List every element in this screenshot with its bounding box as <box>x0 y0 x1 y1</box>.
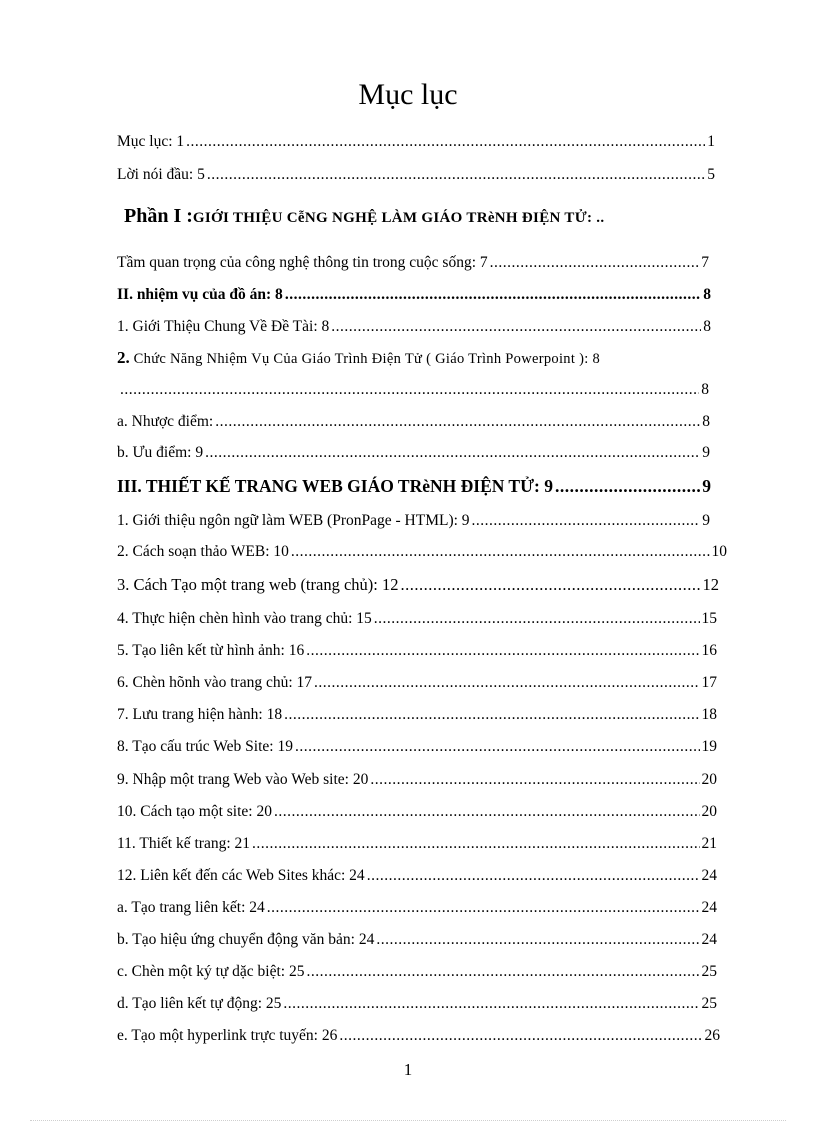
toc-entry-text: 1. Giới thiệu ngôn ngữ làm WEB (PronPage - HTML): 9 <box>117 512 470 529</box>
toc-entry-page: 8 <box>702 413 710 430</box>
toc-entry-text: b. Tạo hiệu ứng chuyển động văn bản: 24 <box>117 931 375 948</box>
toc-entry-text: 11. Thiết kế trang: 21 <box>117 835 251 852</box>
leader-dots <box>291 542 710 562</box>
leader-dots <box>205 443 700 463</box>
toc-part-text <box>124 206 604 228</box>
toc-entry-text: e. Tạo một hyperlink trực tuyến: 26 <box>117 1027 338 1044</box>
leader-dots <box>374 609 700 629</box>
toc-entry[interactable] <box>117 962 717 982</box>
toc-entry-page: 20 <box>701 803 717 820</box>
section-number: 2. <box>117 348 130 367</box>
section-title: Chức Năng Nhiệm Vụ Của Giáo Trình Điện Tử ( Giáo Trình Powerpoint ): 8 <box>129 351 601 367</box>
toc-entry[interactable] <box>117 285 711 305</box>
toc-entry[interactable] <box>117 575 719 595</box>
toc-entry-page: 8 <box>703 286 711 303</box>
leader-dots <box>472 511 701 531</box>
toc-entry-page: 21 <box>701 835 717 852</box>
toc-entry-page: 7 <box>701 254 709 271</box>
toc-entry[interactable] <box>117 802 717 822</box>
toc-entry-text <box>117 348 600 369</box>
leader-dots <box>490 253 700 273</box>
page-bottom-divider <box>30 1120 786 1121</box>
toc-entry[interactable] <box>117 994 717 1014</box>
toc-entry-text: 1. Giới Thiệu Chung Về Đề Tài: 8 <box>117 318 330 335</box>
toc-entry[interactable] <box>117 930 717 950</box>
toc-entry-text: 12. Liên kết đến các Web Sites khác: 24 <box>117 867 365 884</box>
leader-dots <box>120 380 699 400</box>
toc-entry-text: 5. Tạo liên kết từ hình ảnh: 16 <box>117 642 305 659</box>
leader-dots <box>207 165 705 185</box>
toc-entry-text: Mục lục: 1 <box>117 133 185 150</box>
toc-entry-page: 26 <box>704 1027 720 1044</box>
toc-entry-text: c. Chèn một ký tự dặc biệt: 25 <box>117 963 305 980</box>
toc-entry-page: 5 <box>707 166 715 183</box>
toc-entry[interactable] <box>117 737 717 757</box>
leader-dots <box>306 641 699 661</box>
toc-entry-page: 25 <box>701 995 717 1012</box>
toc-entry-page: 16 <box>701 642 717 659</box>
toc-entry[interactable] <box>117 253 709 273</box>
leader-dots <box>252 834 699 854</box>
leader-dots <box>401 575 701 595</box>
toc-entry[interactable] <box>117 317 711 337</box>
toc-entry-text: 10. Cách tạo một site: 20 <box>117 803 272 820</box>
toc-entry[interactable] <box>117 834 717 854</box>
page-number: 1 <box>403 1060 413 1079</box>
page-title: Mục lục <box>358 78 458 111</box>
leader-dots <box>331 317 701 337</box>
toc-entry-text: 3. Cách Tạo một trang web (trang chủ): 12 <box>117 575 399 594</box>
toc-entry-section-3[interactable] <box>117 476 711 496</box>
leader-dots <box>285 285 701 305</box>
toc-entry-page: 18 <box>701 706 717 723</box>
toc-entry-continuation[interactable] <box>120 380 709 400</box>
toc-entry-section-2[interactable] <box>117 348 742 369</box>
leader-dots <box>339 1026 702 1046</box>
toc-entry[interactable] <box>117 412 710 432</box>
leader-dots <box>370 770 699 790</box>
leader-dots <box>555 476 700 496</box>
toc-part-heading[interactable] <box>124 206 724 228</box>
leader-dots <box>267 898 700 918</box>
toc-entry-page: 25 <box>701 963 717 980</box>
toc-entry-page: 9 <box>702 512 710 529</box>
toc-entry-page: 8 <box>701 381 709 398</box>
toc-entry-page: 24 <box>701 899 717 916</box>
leader-dots <box>306 962 699 982</box>
toc-entry[interactable] <box>117 165 715 185</box>
toc-entry-page: 8 <box>703 318 711 335</box>
toc-entry-page: 24 <box>701 867 717 884</box>
toc-entry-text: 7. Lưu trang hiện hành: 18 <box>117 706 283 723</box>
toc-entry-page: 9 <box>702 444 710 461</box>
toc-entry[interactable] <box>117 511 710 531</box>
toc-entry[interactable] <box>117 1026 720 1046</box>
toc-entry[interactable] <box>117 866 717 886</box>
toc-entry-text: b. Ưu điểm: 9 <box>117 444 204 461</box>
toc-entry-text: a. Nhược điểm: <box>117 413 214 430</box>
toc-entry[interactable] <box>117 770 717 790</box>
leader-dots <box>215 412 700 432</box>
toc-entry-text: II. nhiệm vụ của đồ án: 8 <box>117 286 283 303</box>
toc-entry-page: 9 <box>702 476 711 496</box>
toc-entry[interactable] <box>117 641 717 661</box>
toc-entry-page: 12 <box>702 575 719 594</box>
toc-entry[interactable] <box>117 609 717 629</box>
leader-dots <box>186 132 705 152</box>
toc-entry-page: 19 <box>701 738 717 755</box>
toc-entry[interactable] <box>117 132 715 152</box>
toc-entry-text: 4. Thực hiện chèn hình vào trang chủ: 15 <box>117 610 372 627</box>
toc-entry-text: a. Tạo trang liên kết: 24 <box>117 899 265 916</box>
toc-entry-text: 2. Cách soạn thảo WEB: 10 <box>117 543 289 560</box>
toc-entry-page: 24 <box>701 931 717 948</box>
toc-entry-page: 20 <box>701 771 717 788</box>
toc-entry[interactable] <box>117 542 727 562</box>
toc-entry[interactable] <box>117 673 717 693</box>
toc-entry-text: 8. Tạo cấu trúc Web Site: 19 <box>117 738 293 755</box>
toc-entry-text: 9. Nhập một trang Web vào Web site: 20 <box>117 771 369 788</box>
leader-dots <box>283 994 699 1014</box>
toc-entry-page: 1 <box>707 133 715 150</box>
toc-entry[interactable] <box>117 705 717 725</box>
toc-entry-text: 6. Chèn hõnh vào trang chủ: 17 <box>117 674 313 691</box>
leader-dots <box>367 866 700 886</box>
toc-entry-page: 17 <box>701 674 717 691</box>
toc-entry-text: III. THIẾT KẾ TRANG WEB GIÁO TRèNH ĐIỆN TỬ: 9 <box>117 476 553 496</box>
toc-entry-text: Lời nói đầu: 5 <box>117 166 205 183</box>
toc-entry[interactable] <box>117 443 710 463</box>
part-prefix: Phần I : <box>124 205 193 227</box>
toc-entry-page: 10 <box>711 543 727 560</box>
leader-dots <box>274 802 700 822</box>
leader-dots <box>376 930 699 950</box>
part-rest: GIỚI THIỆU CễNG NGHỆ LÀM GIÁO TRèNH ĐIỆN TỬ: .. <box>192 210 605 226</box>
toc-entry-page: 15 <box>701 610 717 627</box>
toc-entry-text: Tầm quan trọng của công nghệ thông tin trong cuộc sống: 7 <box>117 254 488 271</box>
leader-dots <box>295 737 700 757</box>
leader-dots <box>284 705 699 725</box>
leader-dots <box>314 673 699 693</box>
toc-entry-text: d. Tạo liên kết tự động: 25 <box>117 995 282 1012</box>
toc-entry[interactable] <box>117 898 717 918</box>
